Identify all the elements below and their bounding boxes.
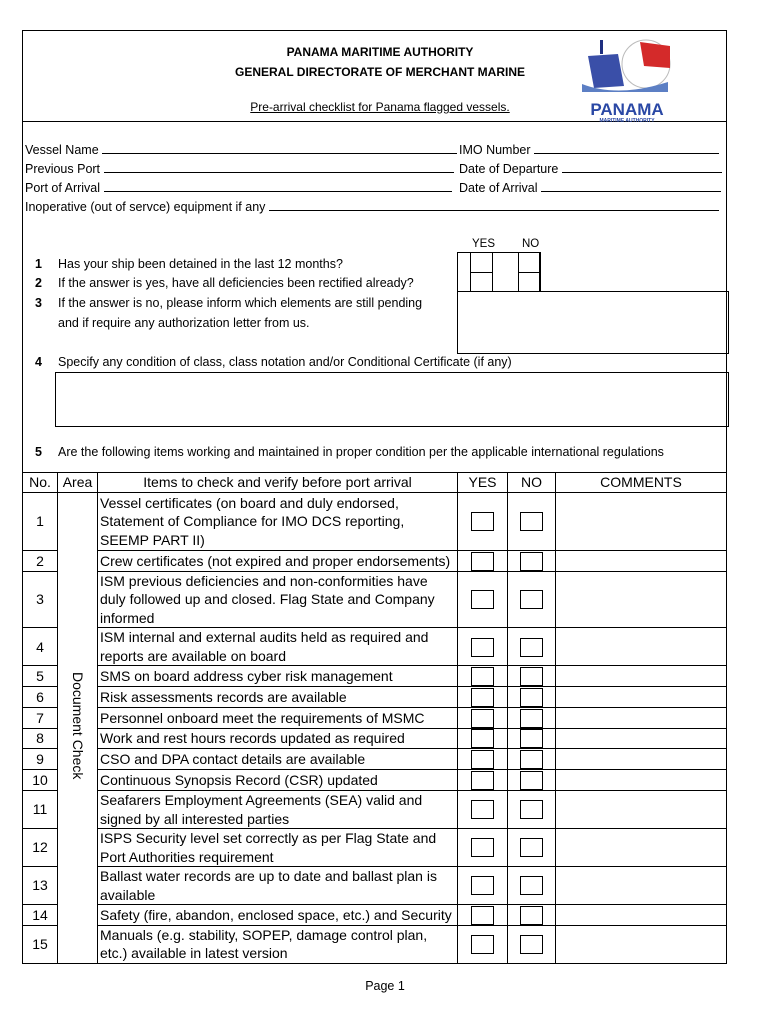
item-text: Safety (fire, abandon, enclosed space, etc.) and Security bbox=[98, 905, 458, 926]
comments-cell[interactable] bbox=[556, 666, 727, 687]
q2-number: 2 bbox=[35, 276, 42, 290]
row-number: 4 bbox=[23, 628, 58, 666]
no-checkbox[interactable] bbox=[520, 688, 543, 707]
yes-checkbox[interactable] bbox=[471, 771, 494, 790]
yes-checkbox[interactable] bbox=[471, 688, 494, 707]
yes-checkbox[interactable] bbox=[471, 800, 494, 819]
yes-cell bbox=[458, 551, 508, 572]
item-text: Manuals (e.g. stability, SOPEP, damage control plan, etc.) available in latest version bbox=[98, 925, 458, 963]
yes-checkbox[interactable] bbox=[471, 667, 494, 686]
port-arrival-field[interactable] bbox=[25, 181, 452, 195]
row-number: 2 bbox=[23, 551, 58, 572]
row-number: 6 bbox=[23, 687, 58, 708]
comments-cell[interactable] bbox=[556, 707, 727, 728]
comments-cell[interactable] bbox=[556, 829, 727, 867]
no-checkbox[interactable] bbox=[520, 512, 543, 531]
no-checkbox[interactable] bbox=[520, 800, 543, 819]
yes-checkbox[interactable] bbox=[471, 590, 494, 609]
item-text: Risk assessments records are available bbox=[98, 687, 458, 708]
q3-text-cont: and if require any authorization letter from us. bbox=[58, 316, 310, 330]
q4-number: 4 bbox=[35, 355, 42, 369]
no-cell bbox=[508, 687, 556, 708]
yes-checkbox[interactable] bbox=[471, 935, 494, 954]
comments-cell[interactable] bbox=[556, 493, 727, 551]
table-row bbox=[23, 493, 727, 551]
row-number: 7 bbox=[23, 707, 58, 728]
yes-cell bbox=[458, 749, 508, 770]
comments-cell[interactable] bbox=[556, 687, 727, 708]
no-checkbox[interactable] bbox=[520, 838, 543, 857]
yes-cell bbox=[458, 666, 508, 687]
no-checkbox[interactable] bbox=[520, 729, 543, 748]
yes-checkbox[interactable] bbox=[471, 552, 494, 571]
port-arrival-label: Port of Arrival bbox=[25, 181, 101, 195]
org-title: PANAMA MARITIME AUTHORITY bbox=[286, 45, 474, 59]
table-row bbox=[23, 905, 727, 926]
yes-cell bbox=[458, 925, 508, 963]
area-label: Document Check bbox=[69, 671, 86, 780]
q1-no-checkbox[interactable] bbox=[518, 252, 541, 273]
no-cell bbox=[508, 925, 556, 963]
header-no-col: NO bbox=[508, 473, 556, 493]
table-row bbox=[23, 867, 727, 905]
yes-cell bbox=[458, 687, 508, 708]
logo-text: PANAMA bbox=[590, 100, 664, 119]
row-number: 10 bbox=[23, 770, 58, 791]
table-row bbox=[23, 749, 727, 770]
yes-cell bbox=[458, 571, 508, 628]
item-text: ISM internal and external audits held as required and reports are available on board bbox=[98, 628, 458, 666]
page-number: Page 1 bbox=[365, 979, 405, 993]
header-comments: COMMENTS bbox=[556, 473, 727, 493]
inoperative-field[interactable] bbox=[25, 200, 719, 214]
no-checkbox[interactable] bbox=[520, 876, 543, 895]
date-departure-field[interactable] bbox=[459, 162, 722, 176]
no-cell bbox=[508, 905, 556, 926]
no-checkbox[interactable] bbox=[520, 590, 543, 609]
no-checkbox[interactable] bbox=[520, 667, 543, 686]
no-cell bbox=[508, 493, 556, 551]
q1-yes-checkbox[interactable] bbox=[470, 252, 493, 273]
checklist-table bbox=[22, 472, 727, 964]
item-text: ISM previous deficiencies and non-conformities have duly followed up and closed. Flag State and Company informed bbox=[98, 571, 458, 628]
item-text: Continuous Synopsis Record (CSR) updated bbox=[98, 770, 458, 791]
item-text: Work and rest hours records updated as required bbox=[98, 728, 458, 749]
yes-checkbox[interactable] bbox=[471, 838, 494, 857]
q4-text: Specify any condition of class, class notation and/or Conditional Certificate (if any) bbox=[58, 355, 512, 369]
yes-cell bbox=[458, 728, 508, 749]
no-cell bbox=[508, 829, 556, 867]
q2-text: If the answer is yes, have all deficiencies been rectified already? bbox=[58, 276, 414, 290]
q2-no-checkbox[interactable] bbox=[518, 272, 541, 292]
class-condition-textbox[interactable] bbox=[55, 372, 729, 427]
q5-number: 5 bbox=[35, 445, 42, 459]
yes-cell bbox=[458, 493, 508, 551]
no-cell bbox=[508, 749, 556, 770]
comments-cell[interactable] bbox=[556, 905, 727, 926]
no-cell bbox=[508, 791, 556, 829]
table-row bbox=[23, 707, 727, 728]
comments-cell[interactable] bbox=[556, 551, 727, 572]
imo-number-field[interactable] bbox=[459, 143, 719, 157]
yes-cell bbox=[458, 867, 508, 905]
header-yes: YES bbox=[458, 473, 508, 493]
previous-port-label: Previous Port bbox=[25, 162, 101, 176]
yes-cell bbox=[458, 707, 508, 728]
comments-cell[interactable] bbox=[556, 867, 727, 905]
item-text: CSO and DPA contact details are available bbox=[98, 749, 458, 770]
vessel-name-label: Vessel Name bbox=[25, 143, 99, 157]
comments-cell[interactable] bbox=[556, 770, 727, 791]
no-cell bbox=[508, 628, 556, 666]
yes-cell bbox=[458, 829, 508, 867]
no-header: NO bbox=[522, 238, 540, 250]
no-checkbox[interactable] bbox=[520, 750, 543, 769]
comments-cell[interactable] bbox=[556, 628, 727, 666]
row-number: 5 bbox=[23, 666, 58, 687]
imo-number-label: IMO Number bbox=[459, 143, 531, 157]
yes-checkbox[interactable] bbox=[471, 512, 494, 531]
item-text: Ballast water records are up to date and ballast plan is available bbox=[98, 867, 458, 905]
item-text: Seafarers Employment Agreements (SEA) valid and signed by all interested parties bbox=[98, 791, 458, 829]
no-cell bbox=[508, 728, 556, 749]
table-row bbox=[23, 728, 727, 749]
no-cell bbox=[508, 707, 556, 728]
comments-cell[interactable] bbox=[556, 925, 727, 963]
table-row bbox=[23, 628, 727, 666]
yes-checkbox[interactable] bbox=[471, 906, 494, 925]
q1-text: Has your ship been detained in the last 12 months? bbox=[58, 257, 343, 271]
yes-checkbox[interactable] bbox=[471, 729, 494, 748]
row-number: 14 bbox=[23, 905, 58, 926]
q1-number: 1 bbox=[35, 257, 42, 271]
row-number: 13 bbox=[23, 867, 58, 905]
date-arrival-field[interactable] bbox=[459, 181, 721, 195]
item-text: Crew certificates (not expired and proper endorsements) bbox=[98, 551, 458, 572]
no-cell bbox=[508, 571, 556, 628]
header-items: Items to check and verify before port arrival bbox=[98, 473, 458, 493]
item-text: Personnel onboard meet the requirements of MSMC bbox=[98, 707, 458, 728]
row-number: 11 bbox=[23, 791, 58, 829]
q3-number: 3 bbox=[35, 296, 42, 310]
row-number: 1 bbox=[23, 493, 58, 551]
yes-cell bbox=[458, 628, 508, 666]
no-checkbox[interactable] bbox=[520, 771, 543, 790]
yes-checkbox[interactable] bbox=[471, 638, 494, 657]
no-checkbox[interactable] bbox=[520, 552, 543, 571]
panama-logo bbox=[578, 36, 676, 124]
no-cell bbox=[508, 666, 556, 687]
header-area: Area bbox=[58, 473, 98, 493]
table-row bbox=[23, 791, 727, 829]
previous-port-field[interactable] bbox=[25, 162, 454, 176]
vessel-name-field[interactable] bbox=[25, 143, 457, 157]
logo-subtext: MARITIME AUTHORITY bbox=[599, 118, 655, 124]
yes-header: YES bbox=[472, 238, 496, 250]
item-text: Vessel certificates (on board and duly endorsed, Statement of Compliance for IMO DCS reporting, SEEMP PART II) bbox=[98, 493, 458, 551]
date-departure-label: Date of Departure bbox=[459, 162, 559, 176]
table-row bbox=[23, 925, 727, 963]
row-number: 15 bbox=[23, 925, 58, 963]
area-cell bbox=[58, 493, 98, 964]
form-subtitle: Pre-arrival checklist for Panama flagged vessels. bbox=[250, 100, 510, 114]
date-arrival-label: Date of Arrival bbox=[459, 181, 538, 195]
inoperative-label: Inoperative (out of servce) equipment if any bbox=[25, 200, 266, 214]
comments-cell[interactable] bbox=[556, 749, 727, 770]
q3-text: If the answer is no, please inform which elements are still pending bbox=[58, 296, 423, 310]
row-number: 9 bbox=[23, 749, 58, 770]
item-text: ISPS Security level set correctly as per Flag State and Port Authorities requirement bbox=[98, 829, 458, 867]
row-number: 12 bbox=[23, 829, 58, 867]
table-row bbox=[23, 571, 727, 628]
yes-checkbox[interactable] bbox=[471, 750, 494, 769]
comments-cell[interactable] bbox=[556, 791, 727, 829]
no-checkbox[interactable] bbox=[520, 935, 543, 954]
ship-globe-icon bbox=[578, 36, 676, 96]
no-checkbox[interactable] bbox=[520, 638, 543, 657]
pending-elements-textbox[interactable] bbox=[457, 291, 729, 354]
yes-cell bbox=[458, 791, 508, 829]
no-cell bbox=[508, 551, 556, 572]
no-checkbox[interactable] bbox=[520, 906, 543, 925]
yes-checkbox[interactable] bbox=[471, 709, 494, 728]
q5-text: Are the following items working and maintained in proper condition per the applicable international regulations bbox=[58, 445, 664, 459]
yes-checkbox[interactable] bbox=[471, 876, 494, 895]
table-row bbox=[23, 770, 727, 791]
comments-cell[interactable] bbox=[556, 728, 727, 749]
no-checkbox[interactable] bbox=[520, 709, 543, 728]
table-row bbox=[23, 687, 727, 708]
yes-cell bbox=[458, 905, 508, 926]
table-row bbox=[23, 551, 727, 572]
no-cell bbox=[508, 770, 556, 791]
yes-cell bbox=[458, 770, 508, 791]
table-row bbox=[23, 666, 727, 687]
directorate-title: GENERAL DIRECTORATE OF MERCHANT MARINE bbox=[234, 65, 525, 79]
row-number: 8 bbox=[23, 728, 58, 749]
table-header-row bbox=[23, 473, 727, 493]
table-row bbox=[23, 829, 727, 867]
q2-yes-checkbox[interactable] bbox=[470, 272, 493, 292]
header-no: No. bbox=[23, 473, 58, 493]
item-text: SMS on board address cyber risk management bbox=[98, 666, 458, 687]
row-number: 3 bbox=[23, 571, 58, 628]
no-cell bbox=[508, 867, 556, 905]
comments-cell[interactable] bbox=[556, 571, 727, 628]
